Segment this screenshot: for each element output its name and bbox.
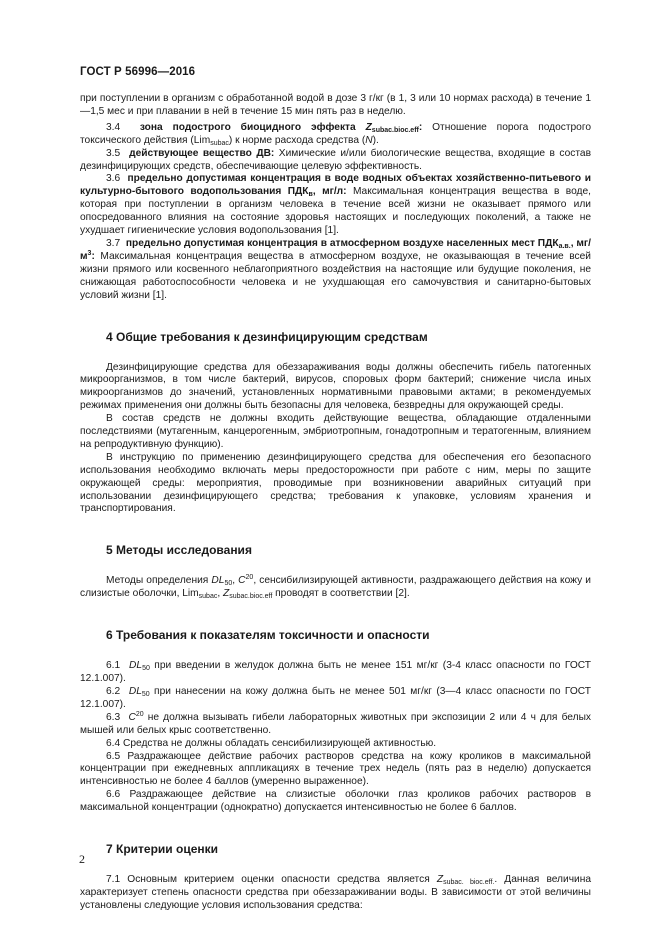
page-number: 2 [79,852,85,866]
section-7-title: 7 Критерии оценки [106,842,219,857]
section-4-paragraph-1: Дезинфицирующие средства для обеззараживания воды должны обеспечить гибель патогенных микроорганизмов, в том числе бактерий, вирусов, споровых форм бактерий; снижение числа иных микроорганизмов до значений, установленных нормативными правовыми актами; в рекомендуемых режимах применения они должны быть безопасны для человека, безвредны для окружающей среды. [80,361,591,412]
requirement-6-3: 6.3 $C^{20}$ не должна вызывать гибели лабораторных животных при экспозиции 2 или 4 ч для белых мышей или белых крыс соответственно. [80,710,591,736]
document-body [80,93,591,913]
section-4-paragraph-2: В состав средств не должны входить действующие вещества, обладающие отдаленными последствиями (мутагенным, канцерогенным, эмбриотропным, гонадотропным и тератогенным, влиянием на репродуктивную функцию). [80,413,591,450]
requirement-6-5: 6.5 Раздражающее действие рабочих растворов средства на кожу кроликов в максимальной концентрации при ежедневных аппликациях в течение трех недель (пять раз в неделю) допускается интенсивностью не более 4 баллов (умеренно выраженное). [80,750,591,788]
section-4-paragraph-3: В инструкцию по применению дезинфицирующего средства для обеспечения его безопасного использования необходимо включать меры предосторожности при работе с ним, меры по защите окружающей среды: мероприятия, проводимые при возникновении аварийных ситуаций при использовании дезинфицирующего средства; требования к упаковке, условиям хранения и транспортирования. [80,451,591,515]
requirement-6-4: 6.4 Средства не должны обладать сенсибилизирующей активностью. [106,737,437,749]
definition-3-4: 3.4 зона подострого биоцидного эффекта $Z_{subac.bioc.eff}$: Отношение порога подострого токсического действия (Lim$_{subac}$) к норме расхода средства (N). [80,121,592,147]
section-5-paragraph: Методы определения $DL_{50}$, $C^{20}$, сенсибилизирующей активности, раздражающего действия на кожу и слизистые оболочки, Lim$_{subac}$, $Z_{subac.bioc.eff}$ проводят в соответствии [2]. [80,574,591,601]
section-6-title: 6 Требования к показателям токсичности и опасности [106,628,430,643]
requirement-6-1: 6.1 $DL_{50}$ при введении в желудок должна быть не менее 151 мг/кг (3-4 класс опасности по ГОСТ 12.1.007). [80,660,591,685]
criterion-7-1: 7.1 Основным критерием оценки опасности средства является $Z_{subac. bioc.eff.}$. Данная величина характеризует степень опасности средства при обеззараживании воды. В зависимости от этой величины установлены следующие условия использования средства: [80,874,591,911]
paragraph-intro: при поступлении в организм с обработанной водой в дозе 3 г/кг (в 1, 3 или 10 нормах расхода) в течение 1—1,5 мес и при плавании в ней в течение 15 мин пять раз в неделю. [80,93,591,117]
definition-3-7: 3.7 предельно допустимая концентрация в атмосферном воздухе населенных мест $ПДК_{а.в.}$, $мг/м^3$: Максимальная концентрация вещества в атмосферном воздухе, не оказывающая в течение всей жизни прямого или косвенного неблагоприятного воздействия на настоящие или будущие поколения, не снижающая работоспособности человека и не ухудшающая его самочувствия и санитарно-бытовых условий жизни [1]. [80,237,591,301]
section-5-title: 5 Методы исследования [106,543,252,558]
requirement-6-2: 6.2 $DL_{50}$ при нанесении на кожу должна быть не менее 501 мг/кг (3—4 класс опасности по ГОСТ 12.1.007). [80,686,591,710]
requirement-6-6: 6.6 Раздражающее действие на слизистые оболочки глаз кроликов рабочих растворов в максимальной концентрации (однократно) допускается интенсивностью не более 6 баллов. [80,789,591,814]
section-4-title: 4 Общие требования к дезинфицирующим средствам [106,329,428,344]
definition-3-5: 3.5 действующее вещество ДВ: Химические и/или биологические вещества, входящие в состав дезинфицирующих средств, обеспечивающие целевую эффективность. [80,147,591,172]
document-header: ГОСТ Р 56996—2016 [80,66,196,78]
definition-3-6: 3.6 предельно допустимая концентрация в воде водных объектах хозяйственно-питьевого и культурно-бытового водопользования $ПДК_в$, мг/л: Максимальная концентрация вещества в воде, которая при поступлении в организм человека в течение всей жизни не оказывает прямого или опосредованного влияния на состояние здоровья настоящих и последующих поколений, а также не ухудшает гигиенические условия водопользования [1]. [80,173,591,237]
